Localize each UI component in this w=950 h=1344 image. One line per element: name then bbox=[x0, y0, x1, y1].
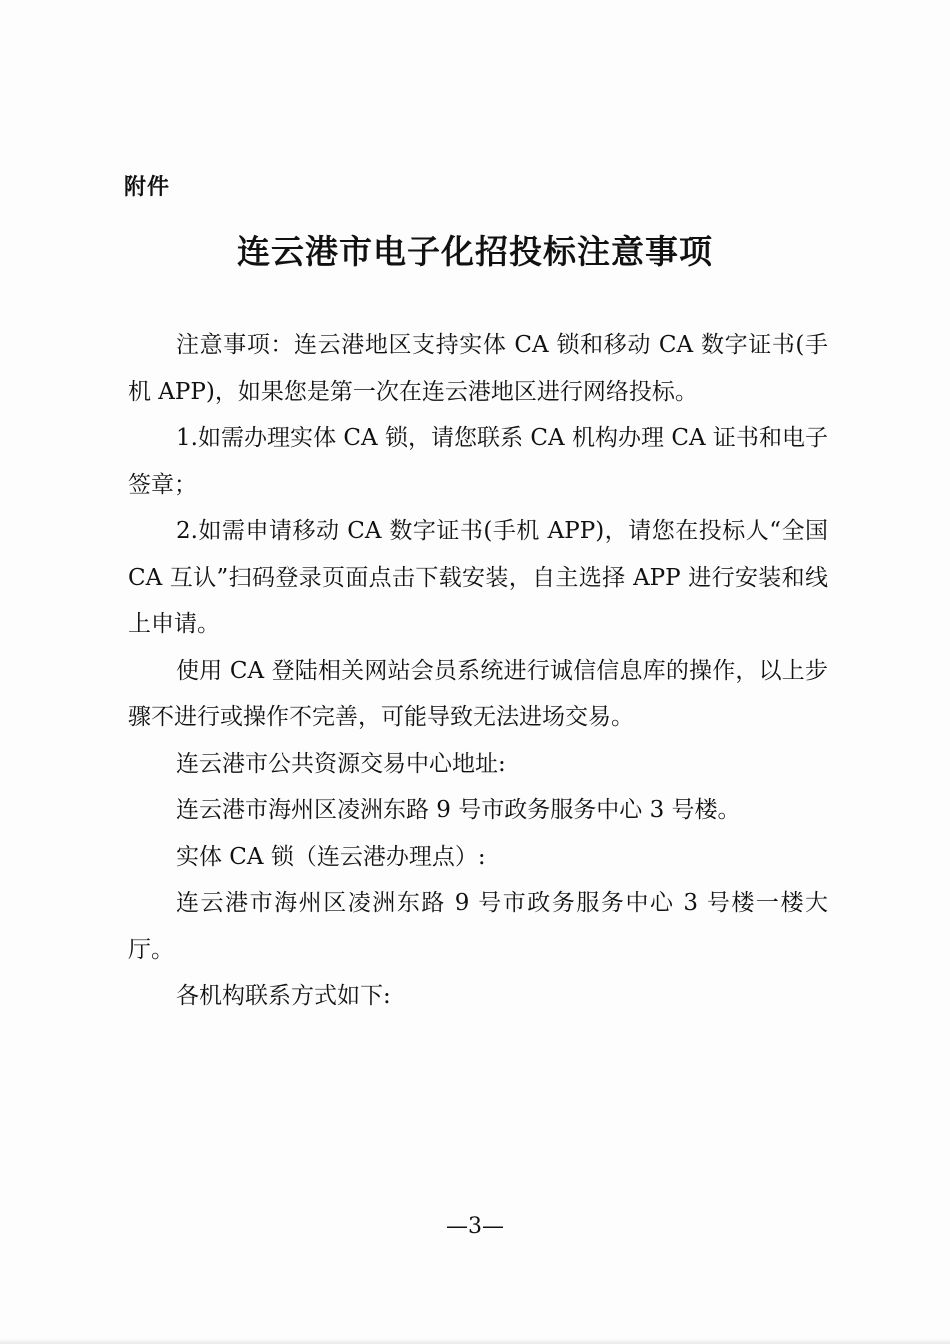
paragraph-step-1: 1.如需办理实体 CA 锁，请您联系 CA 机构办理 CA 证书和电子签章； bbox=[128, 425, 828, 498]
scan-edge-shadow bbox=[0, 1338, 950, 1344]
paragraph-step-2: 2.如需申请移动 CA 数字证书(手机 APP)，请您在投标人“全国 CA 互认”扫码登录页面点击下载安装，自主选择 APP 进行安装和线上申请。 bbox=[128, 518, 828, 637]
document-title: 连云港市电子化招投标注意事项 bbox=[237, 232, 713, 271]
paragraph-ca-office-address: 连云港市海州区凌洲东路 9 号市政务服务中心 3 号楼一楼大厅。 bbox=[128, 890, 828, 963]
paragraph-contacts-intro: 各机构联系方式如下: bbox=[176, 983, 391, 1009]
attachment-label: 附件 bbox=[124, 175, 171, 200]
page-number: —3— bbox=[446, 1214, 504, 1239]
document-body bbox=[128, 322, 828, 1020]
paragraph-center-address: 连云港市海州区凌洲东路 9 号市政务服务中心 3 号楼。 bbox=[176, 797, 741, 823]
paragraph-center-address-label: 连云港市公共资源交易中心地址: bbox=[176, 750, 506, 777]
paragraph-ca-office-label: 实体 CA 锁（连云港办理点）: bbox=[176, 843, 486, 870]
paragraph-ca-usage: 使用 CA 登陆相关网站会员系统进行诚信信息库的操作，以上步骤不进行或操作不完善，可能导致无法进场交易。 bbox=[128, 657, 828, 730]
paragraph-notice: 注意事项：连云港地区支持实体 CA 锁和移动 CA 数字证书(手机 APP)，如果您是第一次在连云港地区进行网络投标。 bbox=[128, 332, 828, 405]
